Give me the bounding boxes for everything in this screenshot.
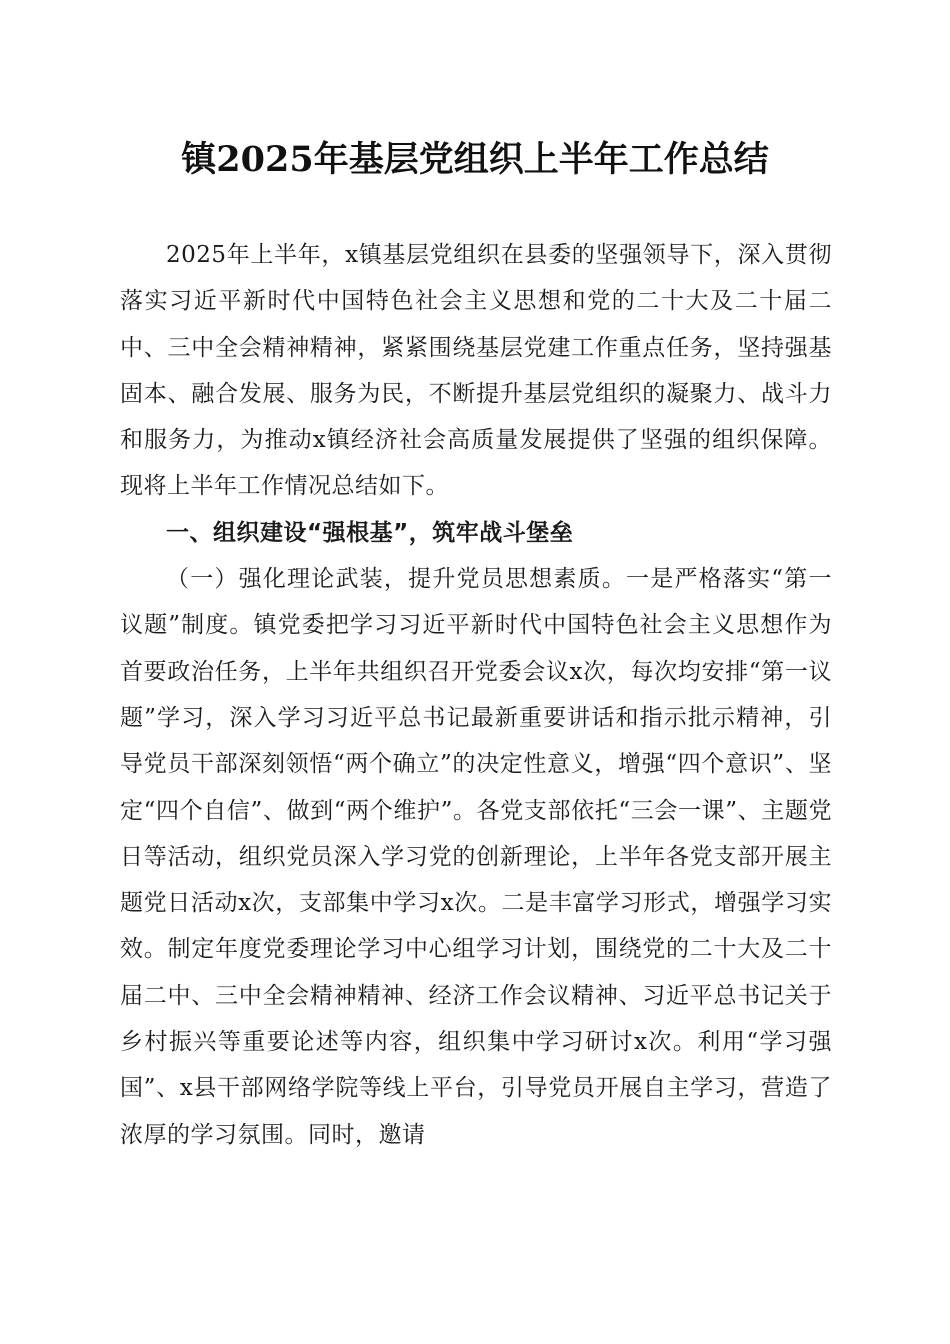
- intro-paragraph: 2025年上半年，x镇基层党组织在县委的坚强领导下，深入贯彻落实习近平新时代中国特色社会主义思想和党的二十大及二十届二中、三中全会精神精神，紧紧围绕基层党建工作重点任务，坚持强基固本、融合发展、服务为民，不断提升基层党组织的凝聚力、战斗力和服务力，为推动x镇经济社会高质量发展提供了坚强的组织保障。现将上半年工作情况总结如下。: [120, 242, 832, 500]
- subsection-paragraph-1: （一）强化理论武装，提升党员思想素质。一是严格落实“第一议题”制度。镇党委把学习习近平新时代中国特色社会主义思想作为首要政治任务，上半年共组织召开党委会议x次，每次均安排“第一议题”学习，深入学习习近平总书记最新重要讲话和指示批示精神，引导党员干部深刻领悟“两个确立”的决定性意义，增强“四个意识”、坚定“四个自信”、做到“两个维护”。各党支部依托“三会一课”、主题党日等活动，组织党员深入学习党的创新理论，上半年各党支部开展主题党日活动x次，支部集中学习x次。二是丰富学习形式，增强学习实效。制定年度党委理论学习中心组学习计划，围绕党的二十大及二十届二中、三中全会精神精神、经济工作会议精神、习近平总书记关于乡村振兴等重要论述等内容，组织集中学习研讨x次。利用“学习强国”、x县干部网络学院等线上平台，引导党员开展自主学习，营造了浓厚的学习氛围。同时，邀请: [120, 566, 832, 1148]
- document-body: [120, 232, 832, 1158]
- section-heading-1: 一、组织建设“强根基”，筑牢战斗堡垒: [166, 519, 574, 546]
- document-title: 镇2025年基层党组织上半年工作总结: [181, 139, 769, 180]
